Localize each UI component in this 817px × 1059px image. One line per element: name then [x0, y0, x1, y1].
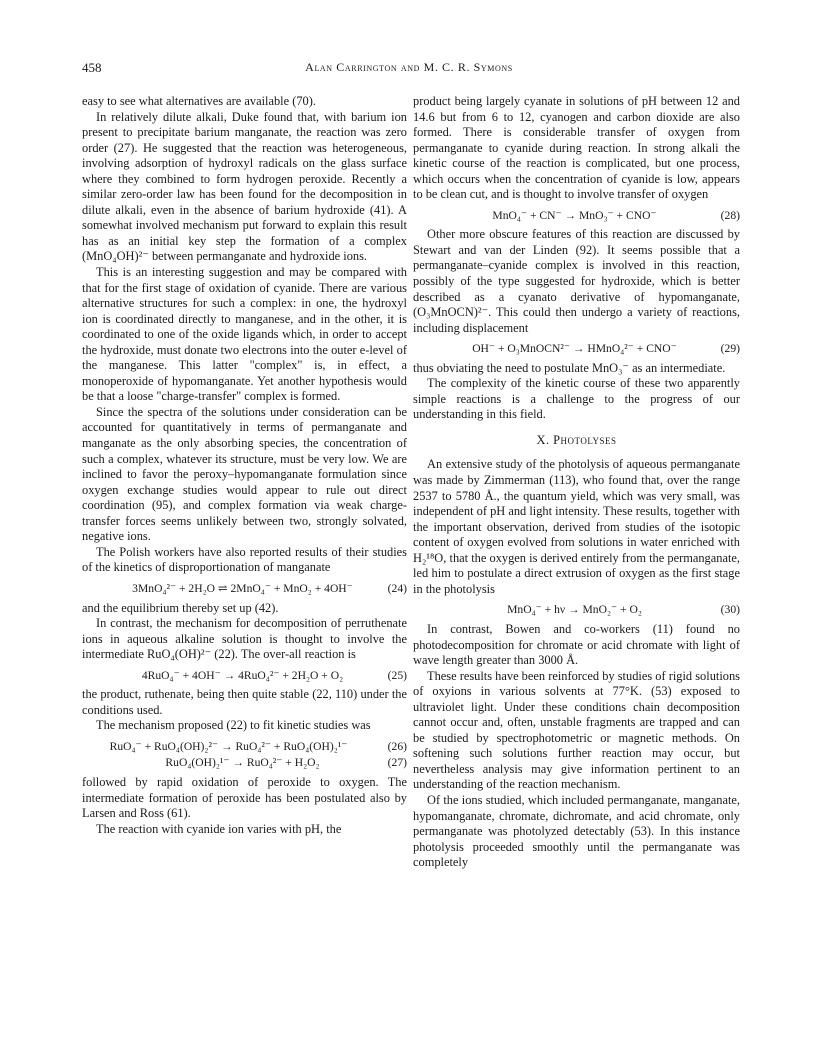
page-number: 458 — [82, 60, 102, 75]
right-column — [413, 94, 740, 871]
equation-24 — [82, 581, 407, 597]
paragraph: This is an interesting suggestion and may be compared with that for the first stage of oxidation of cyanide. There are various alternative structures for such a complex: in one, the hydroxyl ion is coordinated directly to manganese, and in the other, it is coordinated to one of the oxide ligands which, in order to accept the hydroxide, must donate two electrons into the outer e-level of the manganese. This latter "complex" is, in effect, a monoperoxide of hypomanganate. Yet another hypothesis would be that a loose "charge-transfer" complex is formed. — [82, 265, 407, 404]
paragraph: The mechanism proposed (22) to fit kinetic studies was — [96, 718, 371, 733]
equation-formula: RuO₄⁻ + RuO₄(OH)₂²⁻ → RuO₄²⁻ + RuO₄(OH)₂¹⁻ — [109, 739, 348, 753]
page-header — [82, 60, 736, 78]
equation-29 — [413, 341, 740, 357]
equation-formula: 3MnO₄²⁻ + 2H₂O ⇌ 2MnO₄⁻ + MnO₂ + 4OH⁻ — [132, 581, 353, 595]
equation-formula: OH⁻ + O₃MnOCN²⁻ → HMnO₄²⁻ + CNO⁻ — [472, 342, 677, 356]
equation-number: (25) — [387, 668, 407, 682]
paragraph: Other more obscure features of this reaction are discussed by Stewart and van der Linden (92). It seems possible that a permanganate–cyanide complex is involved in this reaction, possibly of the type suggested for hydroxide, which is better described as a cyanato derivative of hypomanganate, (O₃MnOCN)²⁻. This could then undergo a variety of reactions, including displacement — [413, 227, 740, 335]
equation-25 — [82, 668, 407, 684]
equation-formula: 4RuO₄⁻ + 4OH⁻ → 4RuO₄²⁻ + 2H₂O + O₂ — [141, 668, 344, 682]
paragraph: followed by rapid oxidation of peroxide to oxygen. The intermediate formation of peroxide has been postulated also by Larsen and Ross (61). — [82, 774, 407, 821]
equation-number: (29) — [720, 342, 740, 356]
equation-formula: MnO₄⁻ + hν → MnO₂⁻ + O₂ — [507, 603, 642, 617]
equation-number: (30) — [720, 603, 740, 617]
paragraph: These results have been reinforced by studies of rigid solutions of oxyions in various solvents at 77°K. (53) exposed to ultraviolet light. Under these conditions chain decomposition cannot occur and, often, unstable fragments are trapped and can be studied by spectrophotometric or magnetic methods. On softening such solutions further reaction may occur, but nevertheless analysis may give information pertinent to an understanding of the reaction mechanism. — [413, 668, 740, 792]
paragraph: thus obviating the need to postulate MnO₃⁻ as an intermediate. — [413, 360, 726, 375]
section-heading: X. Photolyses — [536, 432, 617, 447]
paragraph: The Polish workers have also reported results of their studies of the kinetics of disproportionation of manganate — [82, 544, 407, 575]
paragraph: In contrast, Bowen and co-workers (11) found no photodecomposition for chromate or acid chromate with light of wave length greater than 3000 Å. — [413, 621, 740, 668]
equation-number: (27) — [387, 756, 407, 770]
paragraph: In contrast, the mechanism for decomposition of perruthenate ions in aqueous alkaline solution is thought to involve the intermediate RuO₄(OH)²⁻ (22). The over-all reaction is — [82, 616, 407, 662]
equation-28 — [413, 208, 740, 224]
equation-formula: MnO₄⁻ + CN⁻ → MnO₃⁻ + CNO⁻ — [492, 208, 657, 222]
paragraph: product being largely cyanate in solutions of pH between 12 and 14.6 but from 6 to 12, cyanogen and carbon dioxide are also formed. There is considerable transfer of oxygen from permanganate to cyanide during reaction. In strong alkali the kinetic course of the reaction is complicated, but one process, which occurs when the concentration of cyanide is low, appears to be clean cut, and is thought to involve transfer of oxygen — [413, 94, 740, 202]
paragraph: easy to see what alternatives are available (70). — [82, 94, 316, 108]
equation-30 — [413, 602, 740, 618]
equation-formula: RuO₄(OH)₂¹⁻ → RuO₄²⁻ + H₂O₂ — [165, 756, 320, 770]
paragraph: An extensive study of the photolysis of aqueous permanganate was made by Zimmerman (113), who found that, over the range 2537 to 5780 Å., the quantum yield, which was very small, was independent of pH and light intensity. These results, together with the important observation, derived from studies of the isotopic content of oxygen evolved from solutions in water enriched with H₂¹⁸O, that the oxygen is derived entirely from the permanganate, led him to postulate a direct extrusion of oxygen as the first stage in the photolysis — [413, 457, 740, 596]
equation-26 — [82, 739, 407, 755]
running-title: Alan Carrington and M. C. R. Symons — [305, 60, 513, 74]
paragraph: The reaction with cyanide ion varies with pH, the — [96, 821, 342, 836]
equation-number: (24) — [387, 581, 407, 595]
equation-number: (26) — [387, 739, 407, 753]
equation-number: (28) — [720, 208, 740, 222]
equation-27 — [82, 755, 407, 771]
paragraph: Since the spectra of the solutions under consideration can be accounted for quantitatively in terms of permanganate and manganate as the only absorbing species, the concentration of such a complex, whatever its structure, must be very low. We are inclined to favor the peroxy–hypomanganate formulation since oxygen exchange studies would appear to rule out direct coordination (95), and complex formation via weak charge-transfer forces seems unlikely between two, strongly solvated, negative ions. — [82, 404, 407, 544]
paragraph: and the equilibrium thereby set up (42). — [82, 600, 279, 615]
paragraph: the product, ruthenate, being then quite stable (22, 110) under the conditions used. — [82, 687, 407, 717]
paragraph: Of the ions studied, which included permanganate, manganate, hypomanganate, chromate, dichromate, and acid chromate, only permanganate was photolyzed detectably (53). In this instance photolysis proceeded smoothly until the permanganate was completely — [413, 792, 740, 870]
paragraph: The complexity of the kinetic course of these two apparently simple reactions is a challenge to the progress of our understanding in this field. — [413, 376, 740, 422]
left-column — [82, 94, 407, 837]
paragraph: In relatively dilute alkali, Duke found that, with barium ion present to precipitate barium manganate, the reaction was zero order (27). He suggested that the reaction was heterogeneous, involving adsorption of hydroxyl radicals on the glass surface where they combined to form hydrogen peroxide. Recently a similar zero-order law has been found for the decomposition in dilute alkali, even in the absence of barium hydroxide (41). A somewhat involved mechanism put forward to explain this result has as an initial key step the formation of a complex (MnO₄OH)²⁻ between permanganate and hydroxide ions. — [82, 109, 407, 264]
